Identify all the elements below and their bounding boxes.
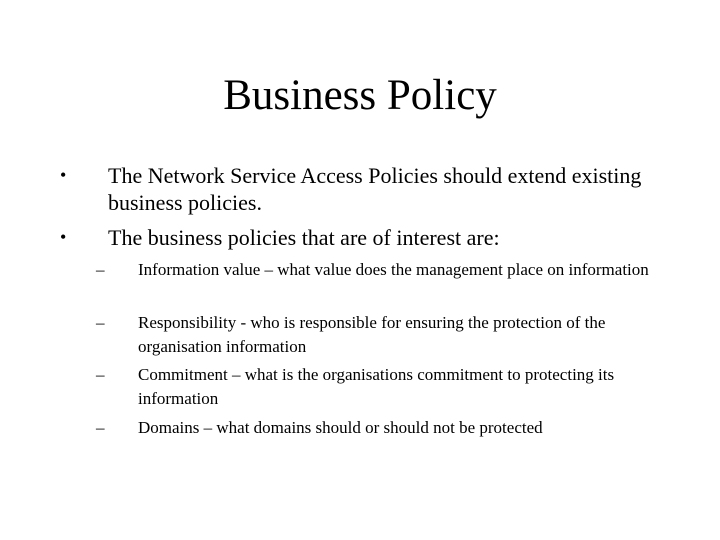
sub-bullet-text: Responsibility - who is responsible for ensuring the protection of the organisation information [138, 313, 606, 356]
sub-bullet-marker: – [96, 418, 105, 437]
sub-bullet-text: Domains – what domains should or should not be protected [138, 418, 543, 437]
sub-bullet-marker: – [96, 313, 105, 332]
sub-bullet-marker: – [96, 365, 105, 384]
bullet-marker: • [60, 165, 67, 185]
bullet-text: The Network Service Access Policies should extend existing business policies. [108, 163, 642, 215]
sub-bullet-marker: – [96, 260, 105, 279]
sub-bullet-text: Commitment – what is the organisations commitment to protecting its information [138, 365, 615, 408]
slide-title: Business Policy [223, 72, 497, 119]
sub-bullet-text: Information value – what value does the management place on information [138, 260, 649, 279]
bullet-marker: • [60, 227, 67, 247]
bullet-text: The business policies that are of interest are: [108, 225, 500, 250]
